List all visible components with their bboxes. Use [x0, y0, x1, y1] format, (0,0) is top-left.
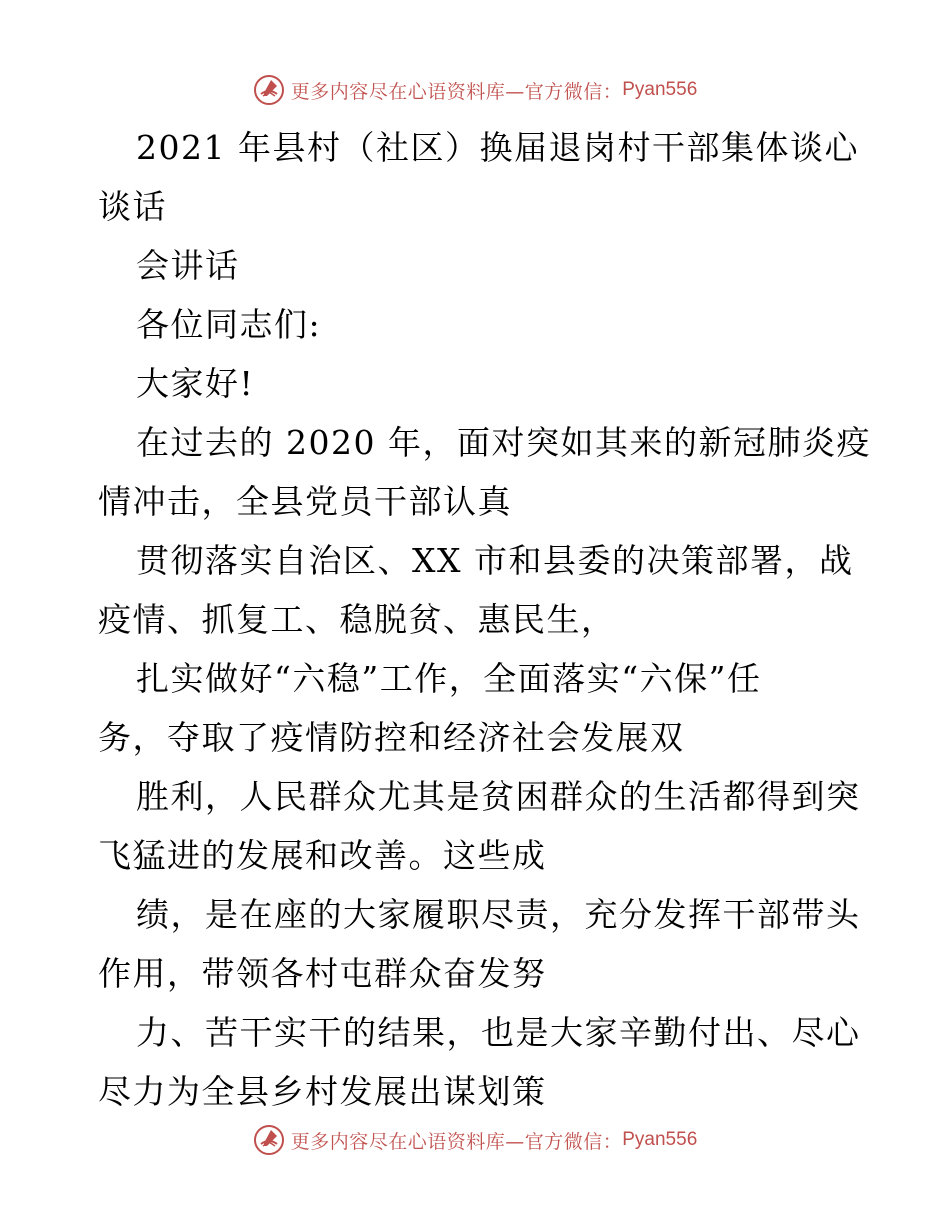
watermark-footer	[0, 1120, 950, 1160]
text-line: 飞猛进的发展和改善。这些成	[98, 836, 547, 875]
text-line: 胜利，人民群众尤其是贫困群众的生活都得到突	[136, 777, 861, 816]
watermark-header	[0, 70, 950, 110]
text-line: 疫情、抓复工、稳脱贫、惠民生，	[98, 600, 616, 639]
text-line: 大家好!	[136, 364, 255, 403]
text-line: 尽力为全县乡村发展出谋划策	[98, 1072, 547, 1111]
text-line: 务，夺取了疫情防控和经济社会发展双	[98, 718, 685, 757]
watermark-handle: Pyan556	[622, 1129, 698, 1150]
watermark-text: 更多内容尽在心语资料库—官方微信：	[290, 80, 623, 103]
watermark-text: 更多内容尽在心语资料库—官方微信：	[290, 1130, 623, 1153]
text-line: 谈话	[98, 187, 167, 226]
text-line: 绩，是在座的大家履职尽责，充分发挥干部带头	[136, 895, 861, 934]
text-line: 情冲击，全县党员干部认真	[98, 482, 512, 521]
text-line: 贯彻落实自治区、XX 市和县委的决策部署，战	[136, 541, 854, 580]
text-line: 各位同志们:	[136, 305, 322, 344]
document-body	[98, 118, 871, 1121]
text-line: 会讲话	[136, 246, 240, 285]
book-pen-logo-icon	[253, 74, 285, 106]
text-line: 力、苦干实干的结果，也是大家辛勤付出、尽心	[136, 1013, 861, 1052]
text-line: 在过去的 2020 年，面对突如其来的新冠肺炎疫	[136, 423, 871, 462]
watermark-handle: Pyan556	[622, 79, 698, 100]
text-line: 2021 年县村（社区）换届退岗村干部集体谈心	[136, 128, 859, 167]
text-line: 作用，带领各村屯群众奋发努	[98, 954, 547, 993]
book-pen-logo-icon	[253, 1124, 285, 1156]
text-line: 扎实做好“六稳”工作，全面落实“六保”任	[136, 659, 762, 698]
